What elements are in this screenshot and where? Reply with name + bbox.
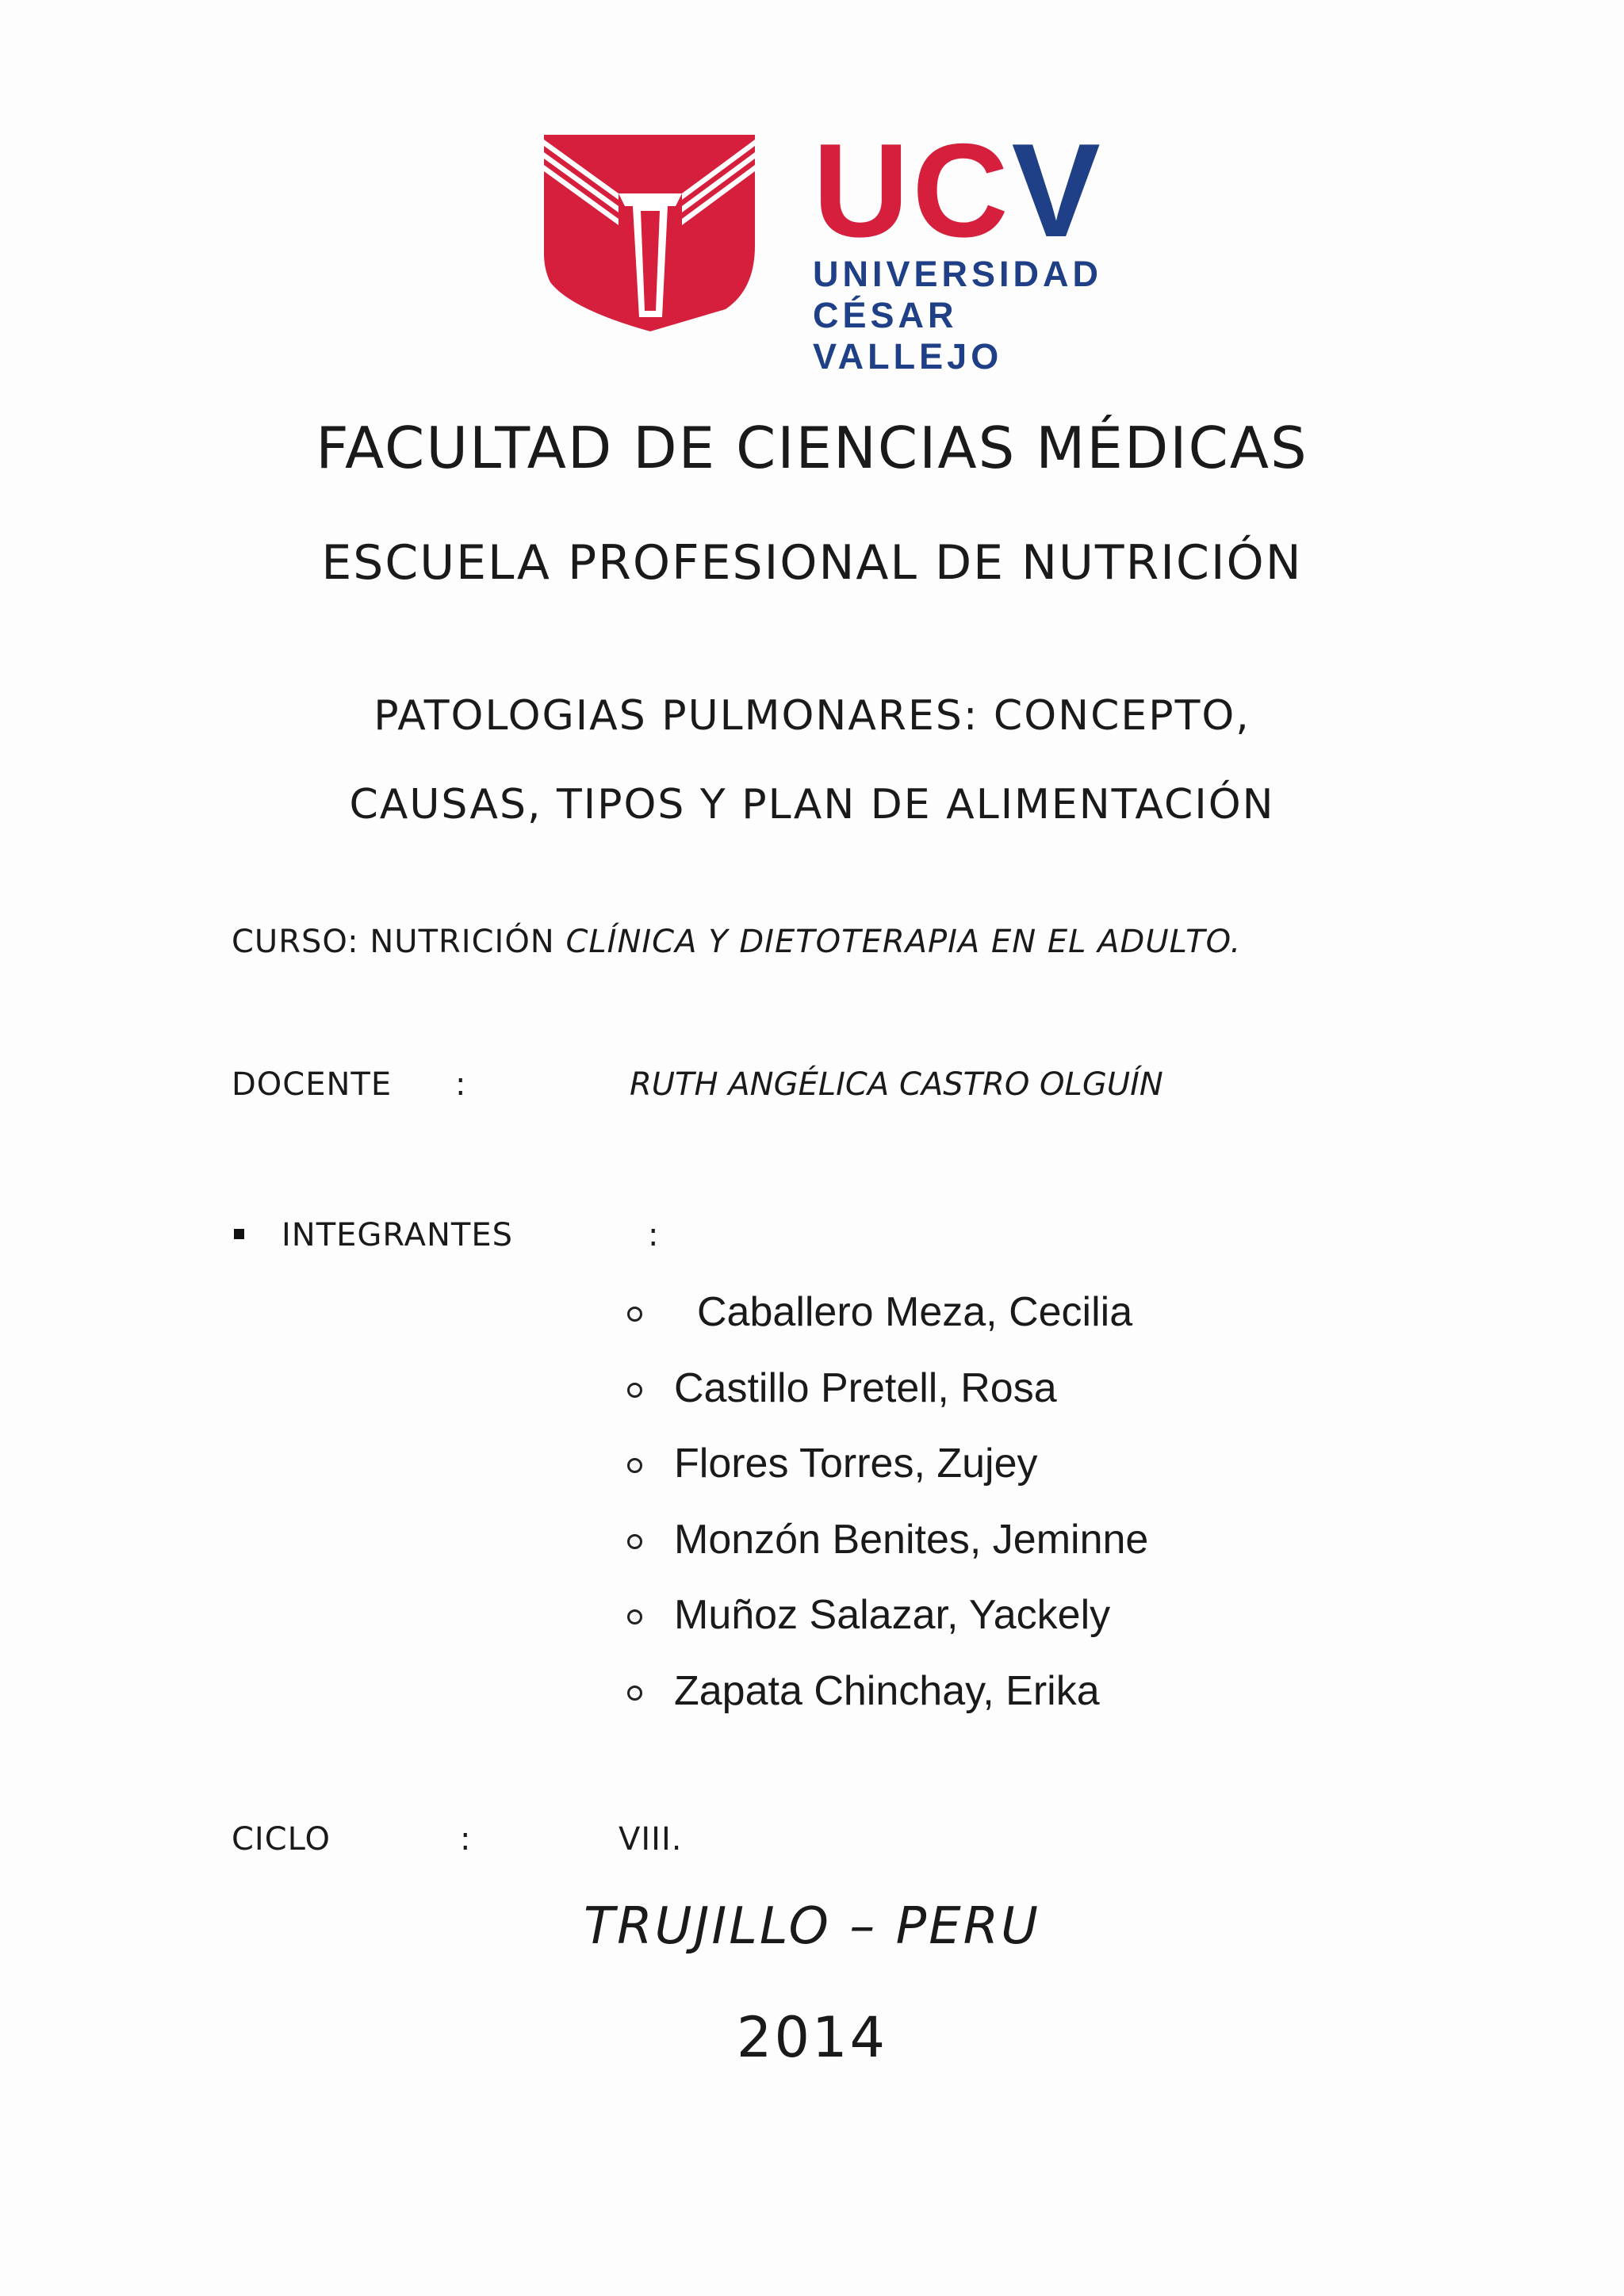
course-label: CURSO: — [232, 924, 359, 960]
course-name-upright: NUTRICIÓN — [370, 924, 555, 960]
circle-bullet-icon — [627, 1609, 642, 1624]
member-name: Flores Torres, Zujey — [674, 1441, 1038, 1487]
school-title: ESCUELA PROFESIONAL DE NUTRICIÓN — [321, 535, 1303, 591]
logo-wordmark — [813, 116, 1146, 377]
logo-abbr-red: UC — [813, 116, 1012, 265]
circle-bullet-icon — [627, 1383, 642, 1398]
members-list — [622, 1284, 1336, 1739]
teacher-label: DOCENTE — [232, 1066, 393, 1103]
city-location: TRUJILLO – PERU — [584, 1897, 1040, 1956]
circle-bullet-icon — [627, 1686, 642, 1701]
teacher-colon: : — [455, 1066, 467, 1103]
logo-line-university: UNIVERSIDAD — [813, 254, 1103, 294]
member-name: Castillo Pretell, Rosa — [674, 1364, 1057, 1411]
cycle-value: VIII. — [619, 1821, 683, 1858]
circle-bullet-icon — [627, 1307, 642, 1322]
topic-title-line-2: CAUSAS, TIPOS Y PLAN DE ALIMENTACIÓN — [349, 781, 1275, 828]
course-line — [232, 920, 1241, 964]
university-logo — [539, 116, 1142, 377]
logo-abbreviation — [813, 116, 1146, 265]
member-name: Caballero Meza, Cecilia — [697, 1289, 1133, 1335]
teacher-name: RUTH ANGÉLICA CASTRO OLGUÍN — [630, 1066, 1163, 1103]
list-item — [622, 1360, 1336, 1437]
topic-title-line-1: PATOLOGIAS PULMONARES: CONCEPTO, — [373, 692, 1251, 740]
members-label: INTEGRANTES — [282, 1217, 513, 1253]
square-bullet-icon — [234, 1229, 244, 1239]
list-item — [622, 1436, 1336, 1512]
course-name-italic: CLÍNICA Y DIETOTERAPIA EN EL ADULTO. — [565, 924, 1242, 960]
list-item — [622, 1663, 1336, 1739]
cycle-label: CICLO — [232, 1821, 331, 1858]
year: 2014 — [736, 2005, 888, 2070]
logo-line-name: CÉSAR VALLEJO — [813, 295, 1003, 377]
cycle-colon: : — [460, 1821, 472, 1858]
faculty-title: FACULTAD DE CIENCIAS MÉDICAS — [316, 415, 1308, 481]
member-name: Zapata Chinchay, Erika — [674, 1667, 1100, 1714]
circle-bullet-icon — [627, 1534, 642, 1549]
list-item — [622, 1512, 1336, 1588]
member-name: Muñoz Salazar, Yackely — [674, 1592, 1111, 1638]
list-item — [622, 1284, 1336, 1360]
list-item — [622, 1587, 1336, 1663]
logo-abbr-blue: V — [1011, 116, 1104, 265]
ucv-shield-icon — [539, 127, 761, 333]
member-name: Monzón Benites, Jeminne — [674, 1516, 1149, 1563]
members-colon: : — [648, 1217, 660, 1253]
circle-bullet-icon — [627, 1458, 642, 1473]
